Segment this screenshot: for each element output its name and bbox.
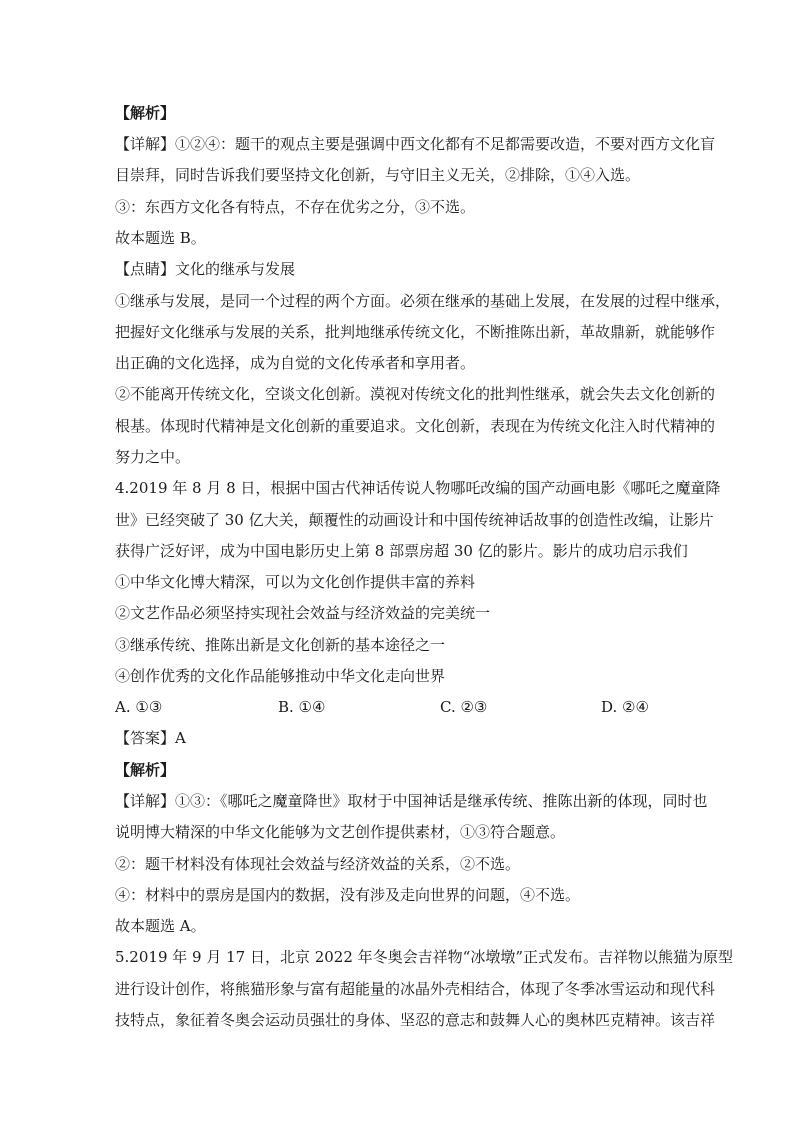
option-d: D. ②④ bbox=[601, 698, 649, 716]
text-line: ①继承与发展，是同一个过程的两个方面。必须在继承的基础上发展，在发展的过程中继承， bbox=[115, 292, 731, 310]
text-line: 出正确的文化选择，成为自觉的文化传承者和享用者。 bbox=[115, 354, 476, 372]
text-line: 努力之中。 bbox=[115, 448, 191, 466]
text-line: 故本题选 A。 bbox=[115, 917, 206, 935]
text-line: 说明博大精深的中华文化能够为文艺创作提供素材，①③符合题意。 bbox=[115, 823, 566, 841]
heading-jiexi: 【解析】 bbox=[115, 104, 176, 122]
statement-1: ①中华文化博大精深，可以为文化创作提供丰富的养料 bbox=[115, 573, 476, 591]
text-line: 根基。体现时代精神是文化创新的重要追求。文化创新，表现在为传统文化注入时代精神的 bbox=[115, 417, 716, 435]
text-line: 目崇拜，同时告诉我们要坚持文化创新，与守旧主义无关，②排除，①④入选。 bbox=[115, 166, 641, 184]
text-line: 故本题选 B。 bbox=[115, 229, 206, 247]
option-b: B. ①④ bbox=[278, 698, 326, 716]
text-line: 技特点，象征着冬奥会运动员强壮的身体、坚忍的意志和鼓舞人心的奥林匹克精神。该吉祥 bbox=[115, 1011, 716, 1029]
option-a: A. ①③ bbox=[115, 698, 163, 716]
text-line: 【点睛】文化的继承与发展 bbox=[115, 260, 296, 278]
statement-2: ②文艺作品必须坚持实现社会效益与经济效益的完美统一 bbox=[115, 604, 491, 622]
text-line: ②不能离开传统文化，空谈文化创新。漠视对传统文化的批判性继承，就会失去文化创新的 bbox=[115, 385, 716, 403]
question-4: 4.2019 年 8 月 8 日，根据中国古代神话传说人物哪吒改编的国产动画电影《哪吒之魔童降 bbox=[115, 479, 721, 497]
text-line: 【详解】①②④：题干的观点主要是强调中西文化都有不足都需要改造，不要对西方文化盲 bbox=[115, 135, 716, 153]
text-line: 进行设计创作，将熊猫形象与富有超能量的冰晶外壳相结合，体现了冬季冰雪运动和现代科 bbox=[115, 980, 716, 998]
heading-jiexi-2: 【解析】 bbox=[115, 761, 176, 779]
statement-3: ③继承传统、推陈出新是文化创新的基本途径之一 bbox=[115, 636, 446, 654]
answer: 【答案】A bbox=[115, 729, 186, 747]
text-line: 【详解】①③：《哪吒之魔童降世》取材于中国神话是继承传统、推陈出新的体现，同时也 bbox=[115, 792, 708, 810]
text-line: ③：东西方文化各有特点，不存在优劣之分，③不选。 bbox=[115, 198, 476, 216]
question-5: 5.2019 年 9 月 17 日，北京 2022 年冬奥会吉祥物“冰墩墩”正式发布。吉祥物以熊猫为原型 bbox=[115, 948, 734, 966]
text-line: 世》已经突破了 30 亿大关，颠覆性的动画设计和中国传统神话故事的创造性改编，让影片 bbox=[115, 511, 714, 529]
statement-4: ④创作优秀的文化作品能够推动中华文化走向世界 bbox=[115, 667, 446, 685]
text-line: 获得广泛好评，成为中国电影历史上第 8 部票房超 30 亿的影片。影片的成功启示我们 bbox=[115, 542, 688, 560]
text-line: ④：材料中的票房是国内的数据，没有涉及走向世界的问题，④不选。 bbox=[115, 886, 581, 904]
option-c: C. ②③ bbox=[440, 698, 488, 716]
text-line: 把握好文化继承与发展的关系，批判地继承传统文化，不断推陈出新，革故鼎新，就能够作 bbox=[115, 323, 716, 341]
text-line: ②：题干材料没有体现社会效益与经济效益的关系，②不选。 bbox=[115, 855, 521, 873]
